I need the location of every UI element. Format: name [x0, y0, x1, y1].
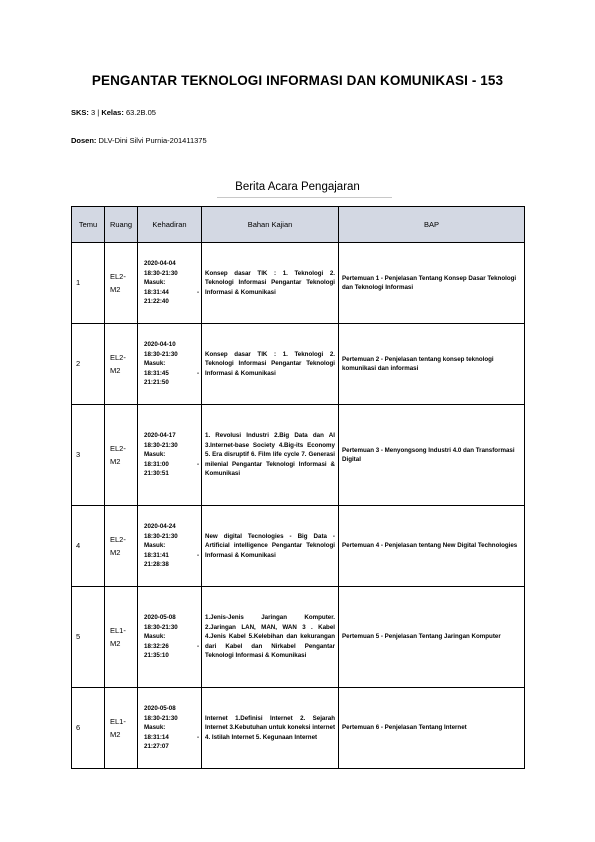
attendance-masuk: 18:31:44 [144, 288, 169, 296]
attendance-dash: - [196, 369, 199, 377]
attendance-date: 2020-04-10 [144, 341, 176, 349]
cell-temu: 6 [72, 688, 105, 769]
cell-temu: 2 [72, 324, 105, 405]
cell-bap: Pertemuan 4 - Penjelasan tentang New Digital Technologies [339, 506, 525, 587]
attendance-masuk: 18:31:00 [144, 460, 169, 468]
cell-kehadiran [138, 243, 202, 324]
teaching-record-table [71, 206, 525, 769]
kelas-value: 63.2B.05 [125, 108, 156, 117]
cell-ruang: EL2-M2 [105, 405, 138, 506]
section-divider [217, 197, 392, 198]
cell-bap: Pertemuan 6 - Penjelasan Tentang Internet [339, 688, 525, 769]
cell-temu: 5 [72, 587, 105, 688]
cell-temu: 4 [72, 506, 105, 587]
attendance-dash: - [196, 460, 199, 468]
attendance-masuk: 18:31:45 [144, 369, 169, 377]
attendance-keluar: 21:28:38 [144, 561, 169, 569]
cell-temu: 1 [72, 243, 105, 324]
table-header-row [72, 207, 525, 243]
separator: | [97, 108, 100, 117]
attendance-masuk-label: Masuk: [144, 360, 166, 368]
attendance-keluar: 21:27:07 [144, 743, 169, 751]
attendance-masuk-label: Masuk: [144, 451, 166, 459]
attendance-masuk-row [144, 460, 199, 470]
attendance-masuk: 18:32:26 [144, 642, 169, 650]
cell-bahan-kajian: New digital Tecnologies - Big Data - Artificial intelligence Pengantar Teknologi Informasi & Komunikasi [202, 506, 339, 587]
cell-bahan-kajian: Internet 1.Definisi Internet 2. Sejarah Internet 3.Kebutuhan untuk koneksi internet 4. Istilah Internet 5. Kegunaan Internet [202, 688, 339, 769]
attendance-masuk-row [144, 288, 199, 298]
attendance-dash: - [196, 642, 199, 650]
cell-bap: Pertemuan 2 - Penjelasan tentang konsep teknologi komunikasi dan informasi [339, 324, 525, 405]
attendance-time: 18:30-21:30 [144, 532, 178, 540]
column-header-bahan-kajian: Bahan Kajian [202, 207, 339, 243]
cell-bap: Pertemuan 5 - Penjelasan Tentang Jaringan Komputer [339, 587, 525, 688]
attendance-keluar: 21:22:40 [144, 298, 169, 306]
attendance-time: 18:30-21:30 [144, 350, 178, 358]
cell-bahan-kajian: Konsep dasar TIK : 1. Teknologi 2. Teknologi Informasi Pengantar Teknologi Informasi & Komunikasi [202, 324, 339, 405]
cell-kehadiran [138, 506, 202, 587]
attendance-time: 18:30-21:30 [144, 269, 178, 277]
section-title: Berita Acara Pengajaran [235, 181, 360, 193]
cell-ruang: EL2-M2 [105, 506, 138, 587]
attendance-date: 2020-04-17 [144, 432, 176, 440]
attendance-date: 2020-04-24 [144, 523, 176, 531]
cell-ruang: EL2-M2 [105, 324, 138, 405]
cell-kehadiran [138, 324, 202, 405]
sks-value: 3 [91, 108, 96, 117]
attendance-time: 18:30-21:30 [144, 714, 178, 722]
attendance-masuk: 18:31:14 [144, 733, 169, 741]
cell-ruang: EL1-M2 [105, 688, 138, 769]
column-header-temu: Temu [72, 207, 105, 243]
attendance-keluar: 21:30:51 [144, 470, 169, 478]
dosen-label: Dosen: [71, 136, 97, 145]
attendance-keluar: 21:21:50 [144, 379, 169, 387]
cell-ruang: EL2-M2 [105, 243, 138, 324]
table-row [72, 506, 525, 587]
table-row [72, 688, 525, 769]
attendance-dash: - [196, 733, 199, 741]
cell-bahan-kajian: 1. Revolusi Industri 2.Big Data dan AI 3.Internet-base Society 4.Big-its Economy 5. Era disruptif 6. Film life cycle 7. Generasi milenial Pengantar Teknologi Informasi & Komunikasi [202, 405, 339, 506]
table-row [72, 243, 525, 324]
attendance-time: 18:30-21:30 [144, 441, 178, 449]
attendance-masuk-label: Masuk: [144, 724, 166, 732]
sks-label: SKS: [71, 108, 89, 117]
column-header-ruang: Ruang [105, 207, 138, 243]
attendance-date: 2020-05-08 [144, 705, 176, 713]
attendance-masuk-label: Masuk: [144, 542, 166, 550]
cell-kehadiran [138, 688, 202, 769]
attendance-dash: - [196, 288, 199, 296]
attendance-date: 2020-05-08 [144, 614, 176, 622]
column-header-kehadiran: Kehadiran [138, 207, 202, 243]
kelas-label: Kelas: [101, 108, 124, 117]
cell-bahan-kajian: 1.Jenis-Jenis Jaringan Komputer. 2.Jaringan LAN, MAN, WAN 3 . Kabel 4.Jenis Kabel 5.Kelebihan dan kekurangan dari Kabel dan Nirkabel Pengantar Teknologi Informasi & Komunikasi [202, 587, 339, 688]
attendance-masuk-row [144, 551, 199, 561]
cell-kehadiran [138, 587, 202, 688]
attendance-masuk-label: Masuk: [144, 279, 166, 287]
document-title: PENGANTAR TEKNOLOGI INFORMASI DAN KOMUNIKASI - 153 [91, 73, 504, 88]
attendance-time: 18:30-21:30 [144, 623, 178, 631]
dosen-value: DLV-Dini Silvi Purnia-201411375 [98, 136, 207, 145]
cell-kehadiran [138, 405, 202, 506]
lecturer-line [71, 136, 207, 145]
attendance-masuk-label: Masuk: [144, 633, 166, 641]
attendance-date: 2020-04-04 [144, 260, 176, 268]
attendance-masuk-row [144, 642, 199, 652]
attendance-masuk-row [144, 733, 199, 743]
table-row [72, 587, 525, 688]
cell-bahan-kajian: Konsep dasar TIK : 1. Teknologi 2. Teknologi Informasi Pengantar Teknologi Informasi & Komunikasi [202, 243, 339, 324]
cell-temu: 3 [72, 405, 105, 506]
cell-ruang: EL1-M2 [105, 587, 138, 688]
course-info-line [71, 108, 156, 117]
column-header-bap: BAP [339, 207, 525, 243]
attendance-masuk-row [144, 369, 199, 379]
attendance-keluar: 21:35:10 [144, 652, 169, 660]
cell-bap: Pertemuan 1 - Penjelasan Tentang Konsep Dasar Teknologi dan Teknologi Informasi [339, 243, 525, 324]
attendance-masuk: 18:31:41 [144, 551, 169, 559]
attendance-dash: - [196, 551, 199, 559]
cell-bap: Pertemuan 3 - Menyongsong Industri 4.0 dan Transformasi Digital [339, 405, 525, 506]
table-row [72, 405, 525, 506]
table-row [72, 324, 525, 405]
